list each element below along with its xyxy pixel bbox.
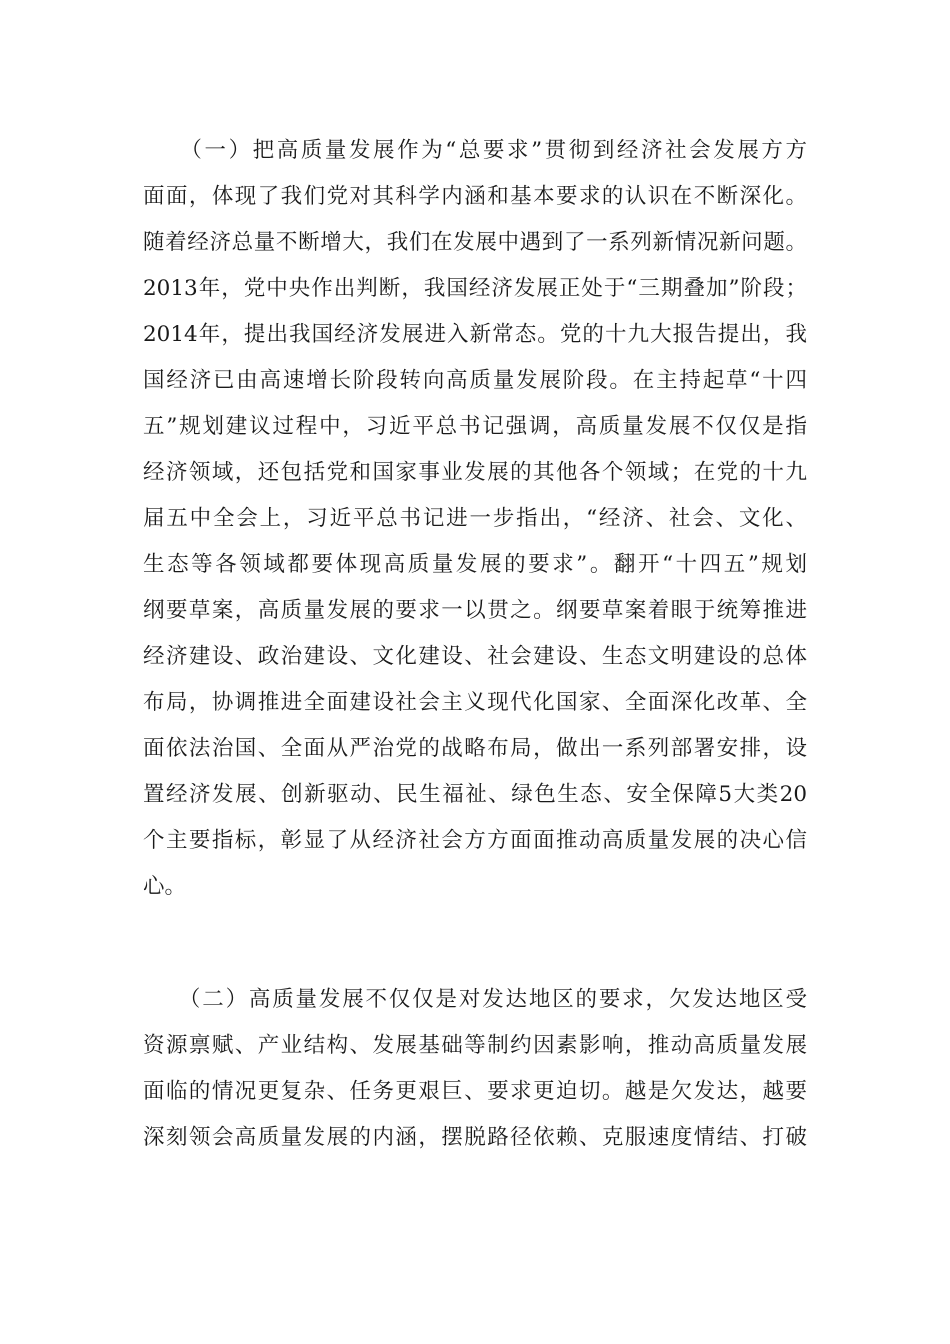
text-line: （一）把高质量发展作为“总要求”贯彻到经济社会发展方方 <box>143 138 807 163</box>
text-line: 五”规划建议过程中，习近平总书记强调，高质量发展不仅仅是指 <box>143 414 807 439</box>
text-line: 纲要草案，高质量发展的要求一以贯之。纲要草案着眼于统筹推进 <box>143 598 807 623</box>
text-line: 经济领域，还包括党和国家事业发展的其他各个领域；在党的十九 <box>143 460 807 485</box>
text-line: 置经济发展、创新驱动、民生福祉、绿色生态、安全保障5大类20 <box>143 782 807 807</box>
text-line: （二）高质量发展不仅仅是对发达地区的要求，欠发达地区受 <box>143 987 807 1012</box>
text-line: 面临的情况更复杂、任务更艰巨、要求更迫切。越是欠发达，越要 <box>143 1079 807 1104</box>
text-line: 布局，协调推进全面建设社会主义现代化国家、全面深化改革、全 <box>143 690 807 715</box>
text-line: 2013年，党中央作出判断，我国经济发展正处于“三期叠加”阶段； <box>143 276 807 301</box>
text-line: 资源禀赋、产业结构、发展基础等制约因素影响，推动高质量发展 <box>143 1033 807 1058</box>
text-line: 个主要指标，彰显了从经济社会方方面面推动高质量发展的决心信 <box>143 828 807 853</box>
text-line: 2014年，提出我国经济发展进入新常态。党的十九大报告提出，我 <box>143 322 807 347</box>
text-line: 面依法治国、全面从严治党的战略布局，做出一系列部署安排，设 <box>143 736 807 761</box>
text-line: 国经济已由高速增长阶段转向高质量发展阶段。在主持起草“十四 <box>143 368 807 393</box>
paragraph-1 <box>143 128 807 910</box>
text-line: 深刻领会高质量发展的内涵，摆脱路径依赖、克服速度情结、打破 <box>143 1125 807 1150</box>
text-line: 届五中全会上，习近平总书记进一步指出，“经济、社会、文化、 <box>143 506 807 531</box>
text-line: 经济建设、政治建设、文化建设、社会建设、生态文明建设的总体 <box>143 644 807 669</box>
text-line: 生态等各领域都要体现高质量发展的要求”。翻开“十四五”规划 <box>143 552 807 577</box>
text-line: 心。 <box>143 874 187 899</box>
text-line: 随着经济总量不断增大，我们在发展中遇到了一系列新情况新问题。 <box>143 230 807 255</box>
paragraph-2 <box>143 977 807 1161</box>
text-line: 面面，体现了我们党对其科学内涵和基本要求的认识在不断深化。 <box>143 184 807 209</box>
